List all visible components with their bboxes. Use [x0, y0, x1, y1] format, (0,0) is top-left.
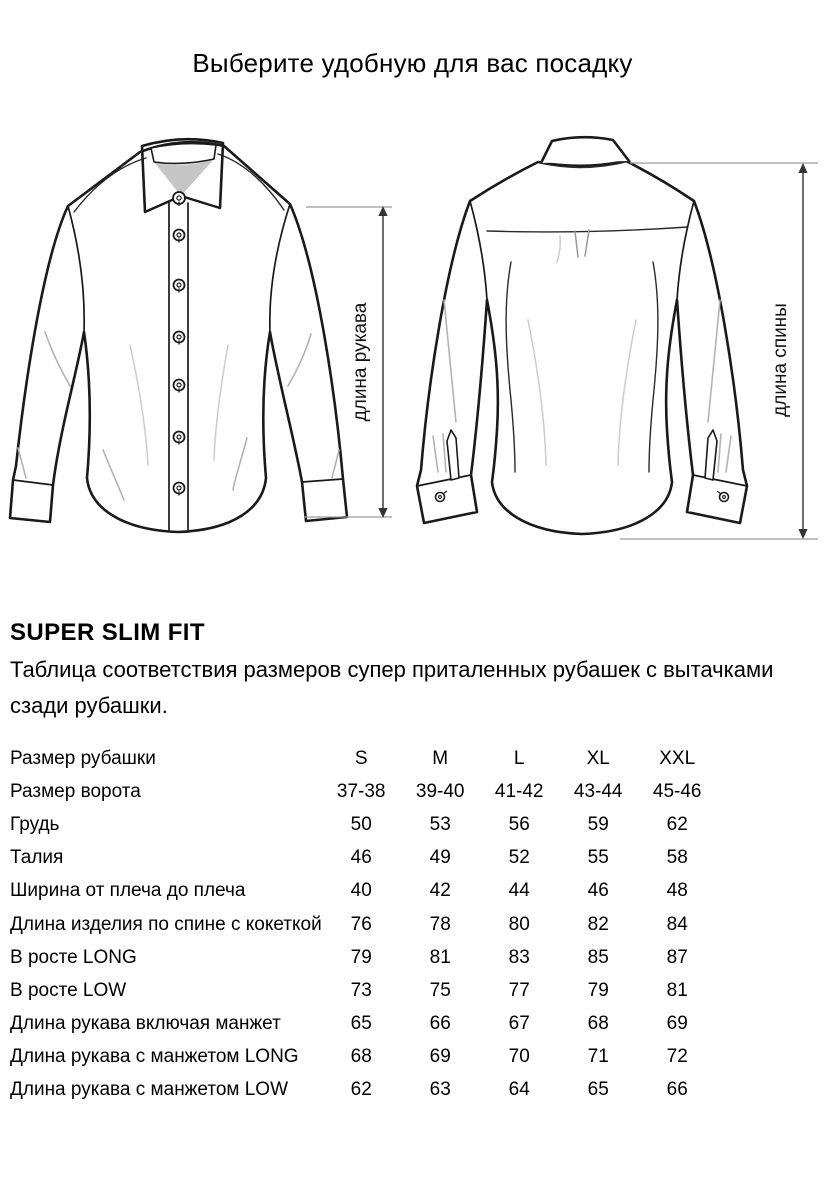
cell-value: 81: [666, 979, 688, 1001]
cell-value: 46: [350, 847, 372, 869]
table-row: [10, 775, 717, 808]
table-row: [10, 842, 717, 875]
row-label: Талия: [10, 847, 64, 869]
cell-value: 43-44: [573, 780, 623, 802]
cell-value: 68: [350, 1046, 372, 1068]
cell-value: 66: [429, 1013, 451, 1035]
cell-value: 87: [666, 946, 688, 968]
cell-value: 46: [587, 880, 609, 902]
cell-value: 79: [587, 979, 609, 1001]
row-label: Длина рукава включая манжет: [10, 1013, 281, 1035]
cell-value: 64: [508, 1079, 530, 1101]
cell-value: 59: [587, 813, 609, 835]
back-shirt-drawing: [417, 137, 747, 534]
cell-value: 44: [508, 880, 530, 902]
size-column-header: XL: [586, 747, 610, 769]
row-label: Длина рукава с манжетом LONG: [10, 1046, 299, 1068]
cell-value: 83: [508, 946, 530, 968]
size-column-header: XXL: [659, 747, 696, 769]
cell-value: 78: [429, 913, 451, 935]
cell-value: 67: [508, 1013, 530, 1035]
row-label: Грудь: [10, 813, 60, 835]
row-label: В росте LONG: [10, 946, 137, 968]
cell-value: 55: [587, 847, 609, 869]
cell-value: 40: [350, 880, 372, 902]
table-row: [10, 1008, 717, 1041]
cell-value: 52: [508, 847, 530, 869]
size-column-header: M: [432, 747, 449, 769]
table-row: [10, 908, 717, 941]
cell-value: 72: [666, 1046, 688, 1068]
table-row: [10, 941, 717, 974]
cell-value: 41-42: [494, 780, 544, 802]
row-label: Размер рубашки: [10, 747, 156, 769]
cell-value: 75: [429, 979, 451, 1001]
cell-value: 49: [429, 847, 451, 869]
cell-value: 70: [508, 1046, 530, 1068]
cell-value: 56: [508, 813, 530, 835]
sleeve-length-label: длина рукава: [350, 302, 371, 422]
cell-value: 58: [666, 847, 688, 869]
cell-value: 48: [666, 880, 688, 902]
front-shirt-drawing: [10, 139, 347, 532]
cell-value: 76: [350, 913, 372, 935]
size-table-body: [10, 742, 717, 1107]
shirt-fit-diagram: [0, 0, 825, 580]
cell-value: 68: [587, 1013, 609, 1035]
cell-value: 85: [587, 946, 609, 968]
cell-value: 65: [587, 1079, 609, 1101]
cell-value: 39-40: [415, 780, 465, 802]
cell-value: 81: [429, 946, 451, 968]
row-label: Длина изделия по спине с кокеткой: [10, 913, 322, 935]
cell-value: 80: [508, 913, 530, 935]
fit-description: Таблица соответствия размеров супер приталенных рубашек с вытачками сзади рубашки.: [10, 657, 774, 718]
table-row: [10, 875, 717, 908]
cell-value: 65: [350, 1013, 372, 1035]
row-label: Размер ворота: [10, 780, 141, 802]
table-row: [10, 974, 717, 1007]
cell-value: 62: [666, 813, 688, 835]
page-title: Выберите удобную для вас посадку: [192, 48, 633, 78]
table-row: [10, 1074, 717, 1107]
table-row: [10, 808, 717, 841]
fit-heading: SUPER SLIM FIT: [10, 619, 205, 646]
cell-value: 66: [666, 1079, 688, 1101]
cell-value: 79: [350, 946, 372, 968]
row-label: Длина рукава с манжетом LOW: [10, 1079, 289, 1101]
size-column-header: L: [513, 747, 525, 769]
cell-value: 62: [350, 1079, 372, 1101]
size-table-header-row: [10, 742, 717, 775]
back-length-label: длина спины: [770, 303, 791, 417]
cell-value: 84: [666, 913, 688, 935]
row-label: Ширина от плеча до плеча: [10, 880, 246, 902]
cell-value: 69: [666, 1013, 688, 1035]
cell-value: 73: [350, 979, 372, 1001]
cell-value: 69: [429, 1046, 451, 1068]
table-row: [10, 1041, 717, 1074]
cell-value: 63: [429, 1079, 451, 1101]
cell-value: 45-46: [652, 780, 702, 802]
cell-value: 50: [350, 813, 372, 835]
size-column-header: S: [354, 747, 368, 769]
row-label: В росте LOW: [10, 979, 127, 1001]
cell-value: 42: [429, 880, 451, 902]
cell-value: 82: [587, 913, 609, 935]
cell-value: 37-38: [336, 780, 386, 802]
size-table: [10, 742, 717, 1107]
cell-value: 77: [508, 979, 530, 1001]
cell-value: 71: [587, 1046, 609, 1068]
cell-value: 53: [429, 813, 451, 835]
